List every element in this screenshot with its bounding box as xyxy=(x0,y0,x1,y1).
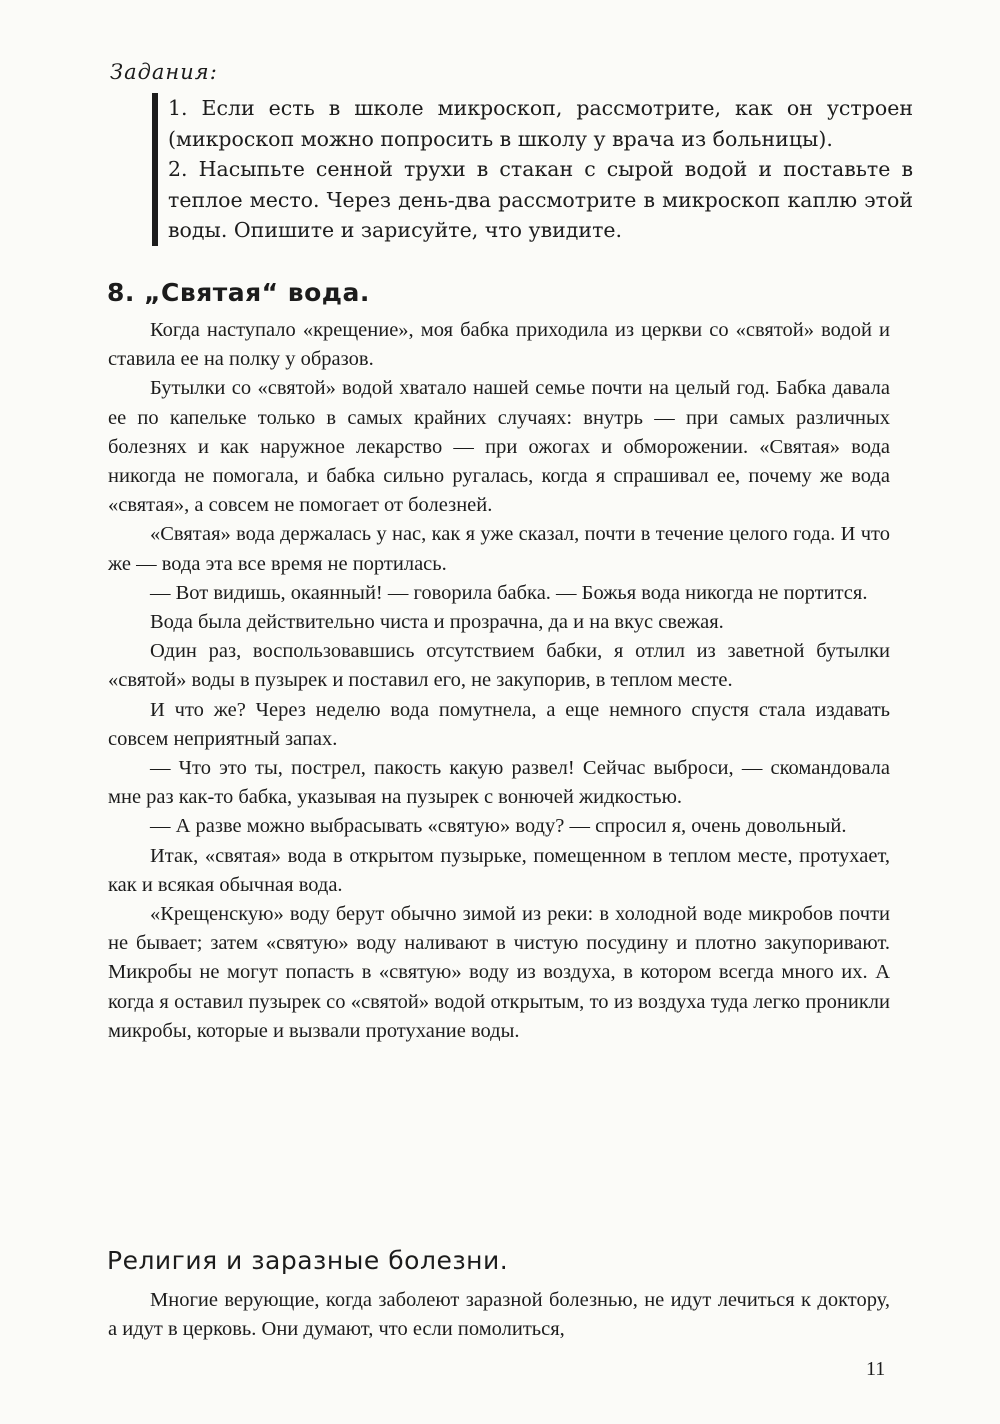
section-title: 8. „Святая“ вода. xyxy=(107,278,370,307)
paragraph: Многие верующие, когда заболеют заразной болезнью, не идут лечиться к доктору, а идут в церковь. Они думают, что если помолиться, xyxy=(108,1289,890,1341)
paragraph: Вода была действительно чиста и прозрачна, да и на вкус свежая. xyxy=(150,611,724,634)
paragraph: «Крещенскую» воду берут обычно зимой из реки: в холодной воде микробов почти не бывает; затем «святую» воду наливают в чистую посудину и плотно закупоривают. Микробы не могут попасть в «святую» воду из воздуха, в котором всегда много их. А когда я оставил пузырек со «святой» водой открытым, то из воздуха туда легко проникли микробы, которые и вызвали протухание воды. xyxy=(108,903,890,1042)
paragraph: Итак, «святая» вода в открытом пузырьке, помещенном в теплом месте, протухает, как и всякая обычная вода. xyxy=(108,844,890,896)
paragraph: — А разве можно выбрасывать «святую» воду? — спросил я, очень довольный. xyxy=(150,815,847,838)
paragraph: «Святая» вода держалась у нас, как я уже сказал, почти в течение целого года. И что же — вода эта все время не портилась. xyxy=(108,523,890,575)
section-body xyxy=(108,316,890,1046)
paragraph: — Вот видишь, окаянный! — говорила бабка. — Божья вода никогда не портится. xyxy=(150,581,868,604)
assignment-item: 2. Насыпьте сенной трухи в стакан с сырой водой и поставьте в теплое место. Через день-два рассмотрите в микроскоп каплю этой воды. Опишите и зарисуйте, что увидите. xyxy=(168,157,913,242)
paragraph: — Что это ты, пострел, пакость какую развел! Сейчас выброси, — скомандовала мне раз как-то бабка, указывая на пузырек с вонючей жидкостью. xyxy=(108,757,890,809)
paragraph: Бутылки со «святой» водой хватало нашей семье почти на целый год. Бабка давала ее по капельке только в самых крайних случаях: внутрь — при самых различных болезнях и как наружное лекарство — при ожогах и обморожении. «Святая» вода никогда не помогала, и бабка сильно ругалась, когда я спрашивал ее, почему же вода «святая», а совсем не помогает от болезней. xyxy=(108,377,890,517)
paragraph: Когда наступало «крещение», моя бабка приходила из церкви со «святой» водой и ставила ее на полку у образов. xyxy=(108,319,890,371)
subsection-title: Религия и заразные болезни. xyxy=(107,1246,509,1275)
assignment-item: 1. Если есть в школе микроскоп, рассмотрите, как он устроен (микроскоп можно попросить в школу у врача из больницы). xyxy=(168,96,913,151)
paragraph: И что же? Через неделю вода помутнела, а еще немного спустя стала издавать совсем неприятный запах. xyxy=(108,698,890,750)
assignments-heading: Задания: xyxy=(110,60,218,84)
paragraph: Один раз, воспользовавшись отсутствием бабки, я отлил из заветной бутылки «святой» воды в пузырек и поставил его, не закупорив, в теплом месте. xyxy=(108,640,890,692)
assignments-box xyxy=(152,93,913,246)
subsection-body xyxy=(108,1286,890,1344)
page-number: 11 xyxy=(866,1358,886,1380)
